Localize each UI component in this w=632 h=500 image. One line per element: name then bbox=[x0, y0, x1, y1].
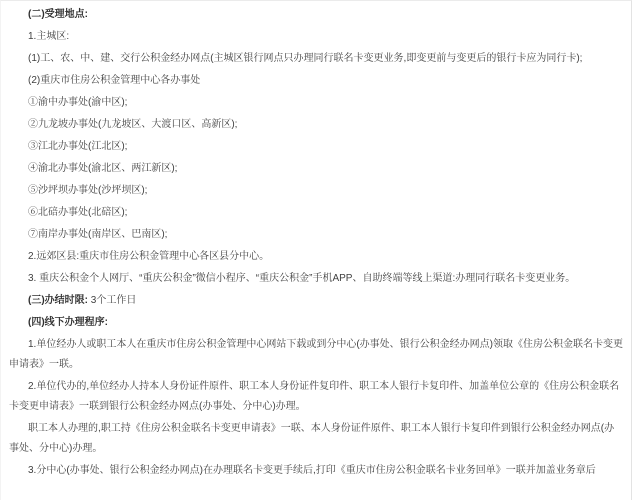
document-body bbox=[9, 5, 623, 481]
paragraph: 2.单位代办的,单位经办人持本人身份证件原件、职工本人身份证件复印件、职工本人银行卡复印件、加盖单位公章的《住房公积金联名卡变更申请表》一联到银行公积金经办网点(办事处、分中心)办理。 bbox=[9, 381, 620, 412]
paragraph: (2)重庆市住房公积金管理中心各办事处 bbox=[28, 75, 201, 86]
paragraph: 职工本人办理的,职工持《住房公积金联名卡变更申请表》一联、本人身份证件原件、职工本人银行卡复印件到银行公积金经办网点(办事处、分中心)办理。 bbox=[9, 423, 615, 454]
paragraph: ⑤沙坪坝办事处(沙坪坝区); bbox=[28, 185, 148, 196]
paragraph: ⑥北碚办事处(北碚区); bbox=[28, 207, 128, 218]
paragraph-text: 3个工作日 bbox=[88, 295, 137, 306]
paragraph: 1.单位经办人或职工本人在重庆市住房公积金管理中心网站下载或到分中心(办事处、银行公积金经办网点)领取《住房公积金联名卡变更申请表》一联。 bbox=[9, 339, 623, 370]
paragraph: (二)受理地点: bbox=[28, 9, 88, 20]
paragraph-label: (三)办结时限: bbox=[28, 295, 88, 306]
paragraph: 1.主城区: bbox=[28, 31, 70, 42]
paragraph: ①渝中办事处(渝中区); bbox=[28, 97, 128, 108]
paragraph: 2.远郊区县:重庆市住房公积金管理中心各区县分中心。 bbox=[28, 251, 270, 262]
paragraph: ③江北办事处(江北区); bbox=[28, 141, 128, 152]
paragraph: (1)工、农、中、建、交行公积金经办网点(主城区银行网点只办理同行联名卡变更业务,即变更前与变更后的银行卡应为同行卡); bbox=[28, 53, 583, 64]
paragraph bbox=[9, 291, 623, 311]
paragraph: (四)线下办理程序: bbox=[28, 317, 108, 328]
paragraph: ②九龙坡办事处(九龙坡区、大渡口区、高新区); bbox=[28, 119, 238, 130]
paragraph: ⑦南岸办事处(南岸区、巴南区); bbox=[28, 229, 168, 240]
paragraph: 3. 重庆公积金个人网厅、“重庆公积金”微信小程序、“重庆公积金”手机APP、自助终端等线上渠道:办理同行联名卡变更业务。 bbox=[28, 273, 576, 284]
paragraph: ④渝北办事处(渝北区、两江新区); bbox=[28, 163, 178, 174]
paragraph: 3.分中心(办事处、银行公积金经办网点)在办理联名卡变更手续后,打印《重庆市住房公积金联名卡业务回单》一联并加盖业务章后 bbox=[28, 465, 596, 476]
